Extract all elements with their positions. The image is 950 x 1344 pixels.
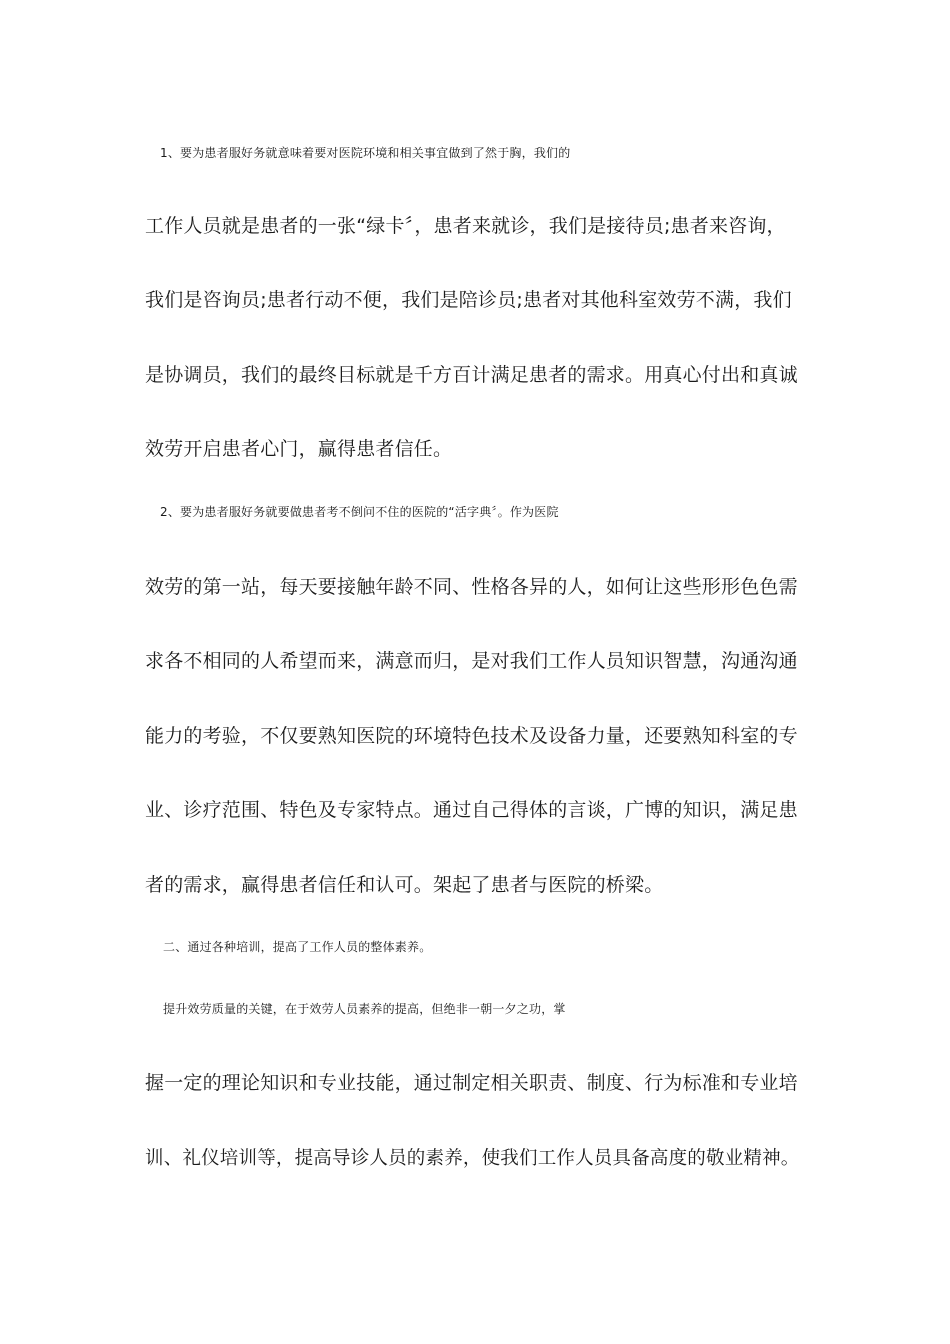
- paragraph-2-line-5: 业、诊疗范围、特色及专家特点。通过自己得体的言谈，广博的知识，满足患: [145, 799, 798, 821]
- paragraph-1-line-2: 工作人员就是患者的一张“绿卡〞，患者来就诊，我们是接待员;患者来咨询，: [145, 215, 786, 237]
- paragraph-3-line-1: 提升效劳质量的关键，在于效劳人员素养的提高，但绝非一朝一夕之功，掌: [163, 1002, 566, 1016]
- paragraph-3-line-3: 训、礼仪培训等，提高导诊人员的素养，使我们工作人员具备高度的敬业精神。: [145, 1148, 800, 1169]
- paragraph-2-line-6: 者的需求，赢得患者信任和认可。架起了患者与医院的桥梁。: [145, 874, 664, 896]
- paragraph-1-line-4: 是协调员，我们的最终目标就是千方百计满足患者的需求。用真心付出和真诚: [145, 364, 798, 386]
- paragraph-1-line-5: 效劳开启患者心门，赢得患者信任。: [145, 438, 453, 460]
- paragraph-2-line-3: 求各不相同的人希望而来，满意而归，是对我们工作人员知识智慧，沟通沟通: [145, 650, 798, 672]
- paragraph-1-line-1: 1、要为患者服好务就意味着要对医院环境和相关事宜做到了然于胸，我们的: [160, 146, 571, 160]
- paragraph-2-line-4: 能力的考验，不仅要熟知医院的环境特色技术及设备力量，还要熟知科室的专: [145, 725, 798, 747]
- paragraph-3-line-2: 握一定的理论知识和专业技能，通过制定相关职责、制度、行为标准和专业培: [145, 1072, 798, 1094]
- paragraph-2-line-1: 2、要为患者服好务就要做患者考不倒问不住的医院的“活字典〞。作为医院: [160, 505, 559, 519]
- paragraph-2-line-2: 效劳的第一站，每天要接触年龄不同、性格各异的人，如何让这些形形色色需: [145, 576, 798, 598]
- section-heading: 二、通过各种培训，提高了工作人员的整体素养。: [163, 940, 432, 954]
- paragraph-1-line-3: 我们是咨询员;患者行动不便，我们是陪诊员;患者对其他科室效劳不满，我们: [145, 289, 792, 311]
